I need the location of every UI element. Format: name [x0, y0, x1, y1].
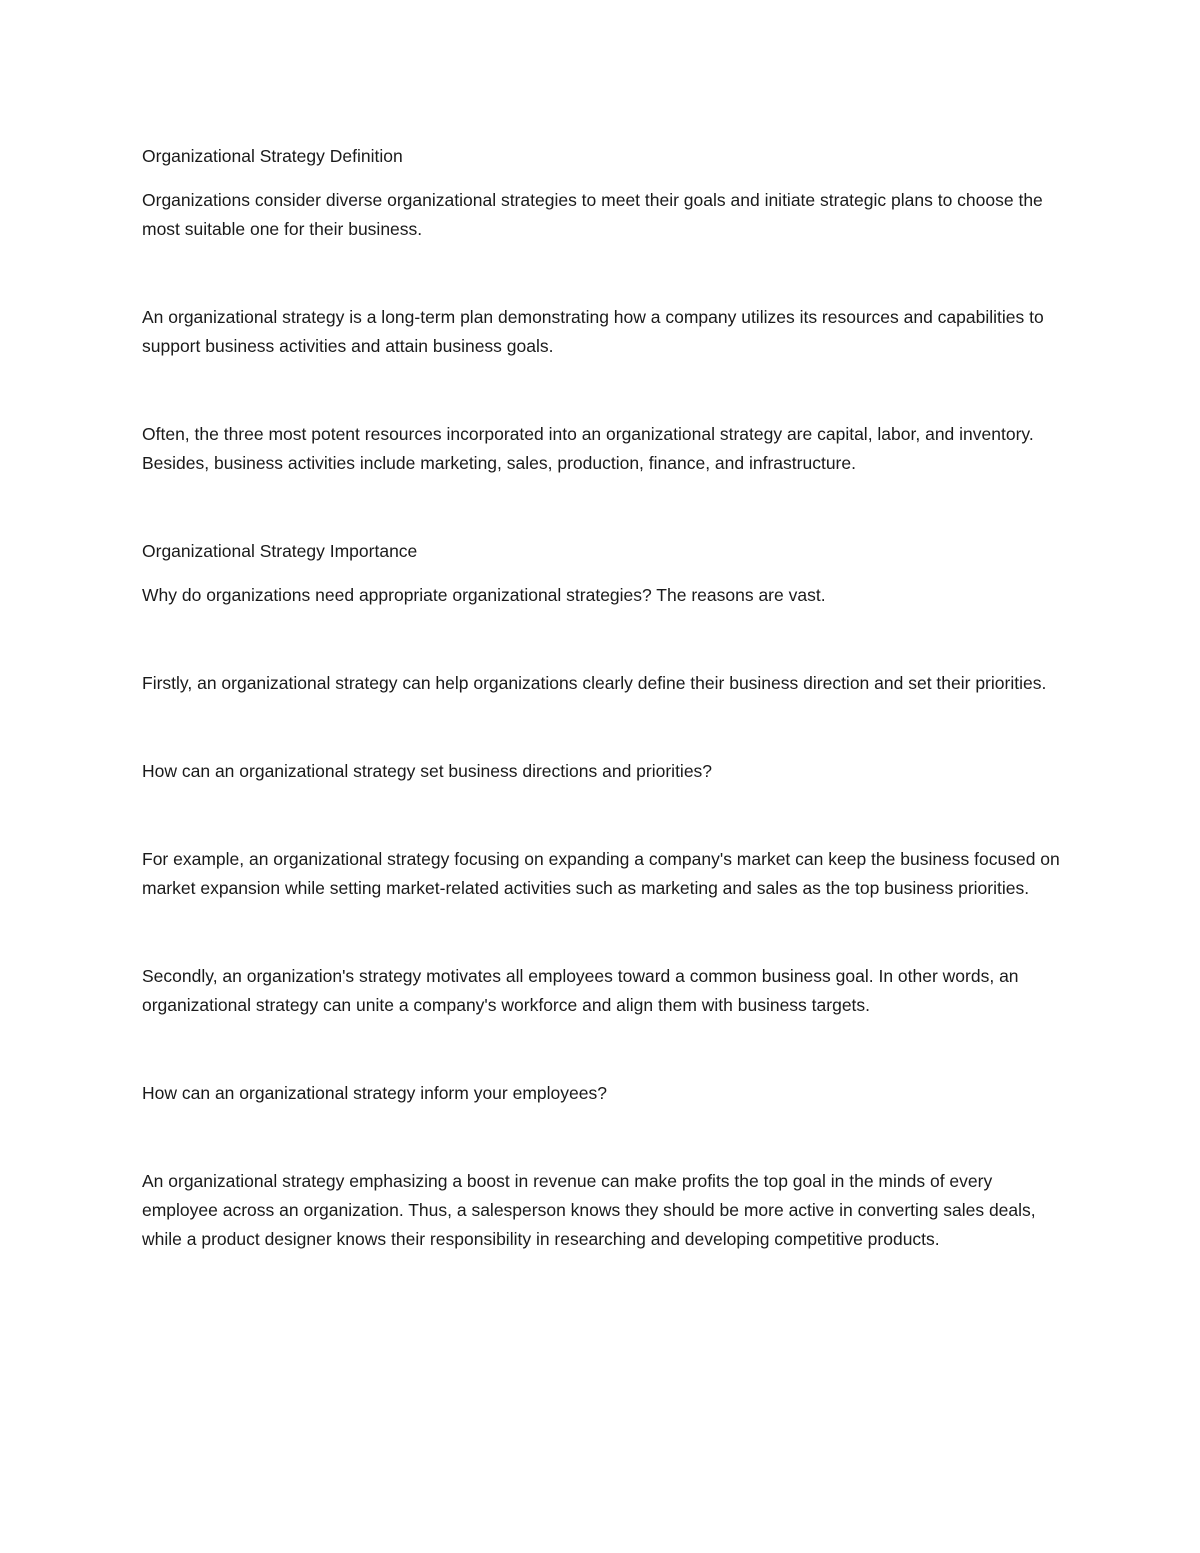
paragraph-definition-3: Often, the three most potent resources incorporated into an organizational strategy are capital, labor, and inventory. Besides, business activities include marketing, sales, production, finance, and infrastructure. [142, 424, 1034, 473]
paragraph-importance-3: How can an organizational strategy set business directions and priorities? [142, 761, 713, 781]
paragraph-definition-1: Organizations consider diverse organizational strategies to meet their goals and initiate strategic plans to choose the most suitable one for their business. [142, 190, 1043, 239]
paragraph-importance-4: For example, an organizational strategy focusing on expanding a company's market can keep the business focused on market expansion while setting market-related activities such as marketing and sales as the top business priorities. [142, 849, 1060, 898]
paragraph-importance-1: Why do organizations need appropriate organizational strategies? The reasons are vast. [142, 585, 826, 605]
heading-definition: Organizational Strategy Definition [142, 146, 403, 166]
paragraph-importance-2: Firstly, an organizational strategy can help organizations clearly define their business direction and set their priorities. [142, 673, 1047, 693]
document-body [142, 142, 1068, 1254]
paragraph-importance-6: How can an organizational strategy inform your employees? [142, 1083, 607, 1103]
paragraph-importance-5: Secondly, an organization's strategy motivates all employees toward a common business goal. In other words, an organizational strategy can unite a company's workforce and align them with business targets. [142, 966, 1019, 1015]
heading-importance: Organizational Strategy Importance [142, 541, 418, 561]
paragraph-importance-7: An organizational strategy emphasizing a boost in revenue can make profits the top goal in the minds of every employee across an organization. Thus, a salesperson knows they should be more active in converting sales deals, while a product designer knows their responsibility in researching and developing competitive products. [142, 1171, 1036, 1249]
paragraph-definition-2: An organizational strategy is a long-term plan demonstrating how a company utilizes its resources and capabilities to support business activities and attain business goals. [142, 307, 1044, 356]
